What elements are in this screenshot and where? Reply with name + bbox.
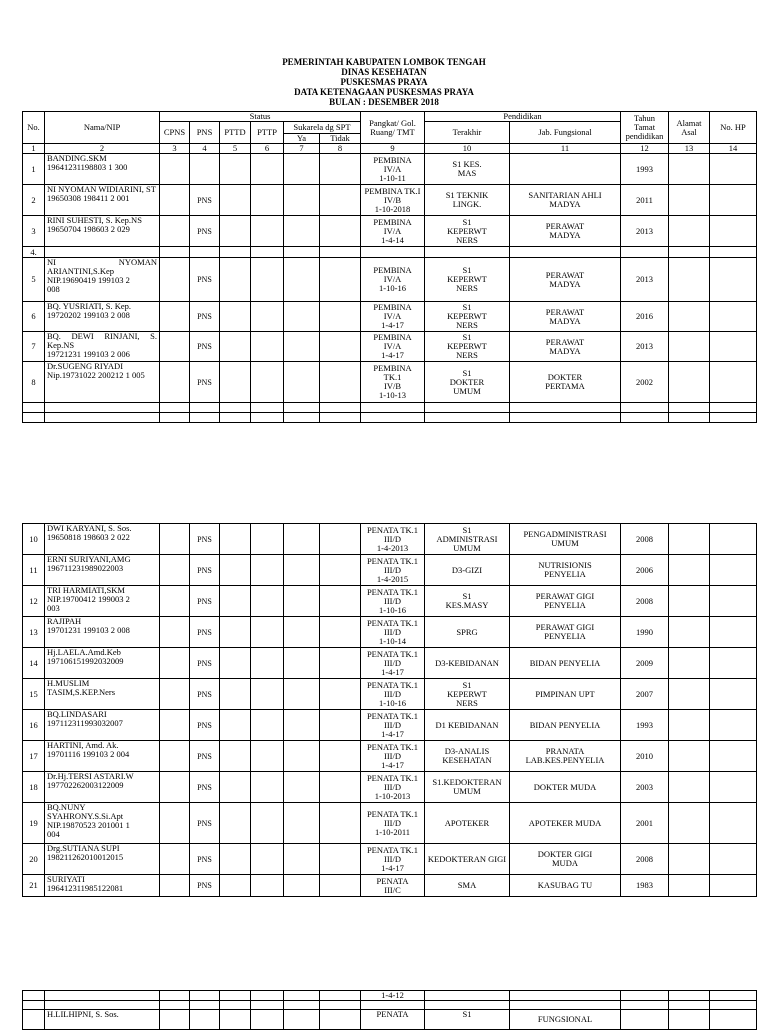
cell-no: 7	[23, 332, 45, 362]
cell-no: 3	[23, 216, 45, 247]
cell-jab	[510, 247, 621, 258]
table-row	[23, 1010, 757, 1030]
cell-pns: PNS	[190, 586, 220, 617]
cell-terakhir: D3-KEBIDANAN	[425, 648, 510, 679]
staff-table-page-2	[22, 523, 757, 897]
cell-tahun: 2009	[621, 648, 669, 679]
cell-pangkat: PENATA TK.1 III/D 1-4-17	[361, 741, 425, 772]
cell-terakhir: S1 KEPERWT NERS	[425, 216, 510, 247]
table-row	[23, 679, 757, 710]
cell-nama: DWI KARYANI, S. Sos. 19650818 198603 2 022	[45, 524, 160, 555]
col-header-no: No.	[23, 112, 45, 144]
table-row	[23, 1001, 757, 1010]
document-header	[0, 57, 768, 107]
cell-tahun: 2016	[621, 302, 669, 332]
cell-pangkat: PENATA TK.1 III/D 1-4-17	[361, 844, 425, 875]
cell-tahun: 2008	[621, 586, 669, 617]
col-header-pendidikan: Pendidikan	[425, 112, 621, 122]
table-row	[23, 362, 757, 403]
cell-terakhir: KEDOKTERAN GIGI	[425, 844, 510, 875]
cell-nama: BQ.LINDASARI 197112311993032007	[45, 710, 160, 741]
col-number: 7	[284, 144, 320, 154]
cell-pangkat: PENATA TK.1 III/D 1-10-16	[361, 679, 425, 710]
col-header-terakhir: Terakhir	[425, 122, 510, 144]
cell-nama: H.MUSLIM TASIM,S.KEP.Ners	[45, 679, 160, 710]
cell-nama: BQ. YUSRIATI, S. Kep. 19720202 199103 2 008	[45, 302, 160, 332]
col-number: 11	[510, 144, 621, 154]
col-number: 3	[160, 144, 190, 154]
col-header-pttd: PTTD	[220, 122, 251, 144]
table-row	[23, 302, 757, 332]
col-header-ya: Ya	[284, 134, 320, 144]
cell-nama: Dr.SUGENG RIYADI Nip.19731022 200212 1 005	[45, 362, 160, 403]
col-number: 14	[710, 144, 757, 154]
col-header-nama: Nama/NIP	[45, 112, 160, 144]
cell-pns: PNS	[190, 844, 220, 875]
cell-jab: DOKTER PERTAMA	[510, 362, 621, 403]
cell-no: 19	[23, 803, 45, 844]
cell-nama: NI NYOMAN ARIANTINI,S.Kep NIP.19690419 199103 2 008	[45, 258, 160, 302]
cell-jab: BIDAN PENYELIA	[510, 648, 621, 679]
cell-pangkat: PENATA III/C	[361, 875, 425, 897]
col-number: 8	[320, 144, 361, 154]
table-row	[23, 413, 757, 423]
cell-tahun: 2002	[621, 362, 669, 403]
table-row	[23, 524, 757, 555]
cell-pns: PNS	[190, 875, 220, 897]
table-row	[23, 154, 757, 185]
cell-tahun: 2013	[621, 332, 669, 362]
table-row	[23, 991, 757, 1001]
cell-nama: BQ.NUNY SYAHRONY.S.Si.Apt NIP.19870523 201001 1 004	[45, 803, 160, 844]
cell-no: 12	[23, 586, 45, 617]
column-number-row	[23, 144, 757, 154]
table-row	[23, 875, 757, 897]
cell-pns	[190, 154, 220, 185]
cell-pns: PNS	[190, 617, 220, 648]
col-header-sukarela: Sukarela dg SPT	[284, 122, 361, 134]
cell-tahun: 2013	[621, 258, 669, 302]
cell-pangkat: PENATA TK.1 III/D 1-10-14	[361, 617, 425, 648]
cell-pangkat	[361, 247, 425, 258]
cell-no: 18	[23, 772, 45, 803]
cell-nama: Dr.Hj.TERSI ASTARI.W 197702262003122009	[45, 772, 160, 803]
col-header-alamat: Alamat Asal	[669, 112, 710, 144]
staff-table-page-3	[22, 990, 757, 1030]
cell-no: 21	[23, 875, 45, 897]
cell-tahun: 1983	[621, 875, 669, 897]
cell-jab: PENGADMINISTRASI UMUM	[510, 524, 621, 555]
cell-no: 13	[23, 617, 45, 648]
cell-tahun: 2003	[621, 772, 669, 803]
col-header-pttp: PTTP	[251, 122, 284, 144]
cell-terakhir: APOTEKER	[425, 803, 510, 844]
cell-nama: ERNI SURIYANI,AMG 196711231989022003	[45, 555, 160, 586]
table-row	[23, 332, 757, 362]
cell-nama: HARTINI, Amd. Ak. 19701116 199103 2 004	[45, 741, 160, 772]
cell-tahun: 2008	[621, 524, 669, 555]
cell-tahun: 2008	[621, 844, 669, 875]
cell-no: 6	[23, 302, 45, 332]
cell-pns	[190, 247, 220, 258]
cell-terakhir: S1 ADMINISTRASI UMUM	[425, 524, 510, 555]
cell-terakhir: S1.KEDOKTERAN UMUM	[425, 772, 510, 803]
col-number: 6	[251, 144, 284, 154]
cell-pangkat: PENATA TK.1 III/D 1-4-2015	[361, 555, 425, 586]
col-number: 9	[361, 144, 425, 154]
cell-pns: PNS	[190, 332, 220, 362]
cell-jab: PERAWAT MADYA	[510, 258, 621, 302]
table-row	[23, 648, 757, 679]
cell-terakhir: S1 KEPERWT NERS	[425, 258, 510, 302]
cell-nama: H.LILHIPNI, S. Sos.	[45, 1010, 160, 1030]
cell-jab: PERAWAT MADYA	[510, 216, 621, 247]
cell-nama: Hj.LAELA.Amd.Keb 197106151992032009	[45, 648, 160, 679]
cell-jab: PERAWAT MADYA	[510, 302, 621, 332]
cell-pns: PNS	[190, 679, 220, 710]
table-row	[23, 710, 757, 741]
cell-nama: BANDING.SKM 19641231198803 1 300	[45, 154, 160, 185]
table-row	[23, 403, 757, 413]
cell-no: 17	[23, 741, 45, 772]
col-number: 10	[425, 144, 510, 154]
cell-jab: NUTRISIONIS PENYELIA	[510, 555, 621, 586]
cell-pns: PNS	[190, 258, 220, 302]
cell-pns: PNS	[190, 803, 220, 844]
staff-table-page-1	[22, 111, 757, 423]
cell-nama: SURIYATI 196412311985122081	[45, 875, 160, 897]
cell-no: 10	[23, 524, 45, 555]
cell-tahun: 2011	[621, 185, 669, 216]
cell-pns: PNS	[190, 772, 220, 803]
cell-pns: PNS	[190, 216, 220, 247]
col-header-status: Status	[160, 112, 361, 122]
cell-no: 15	[23, 679, 45, 710]
cell-pangkat: PENATA TK.1 III/D 1-4-17	[361, 648, 425, 679]
cell-nama: Drg.SUTIANA SUPI 198211262010012015	[45, 844, 160, 875]
cell-terakhir: D3-GIZI	[425, 555, 510, 586]
cell-jab: FUNGSIONAL	[510, 1010, 621, 1030]
cell-tahun: 2001	[621, 803, 669, 844]
table-row	[23, 216, 757, 247]
cell-terakhir	[425, 247, 510, 258]
cell-pangkat: PEMBINA IV/A 1-4-17	[361, 332, 425, 362]
cell-tahun: 2007	[621, 679, 669, 710]
cell-terakhir: S1 KES.MASY	[425, 586, 510, 617]
cell-jab: APOTEKER MUDA	[510, 803, 621, 844]
cell-pns: PNS	[190, 741, 220, 772]
col-header-pns: PNS	[190, 122, 220, 144]
cell-jab: PERAWAT GIGI PENYELIA	[510, 617, 621, 648]
cell-terakhir: SMA	[425, 875, 510, 897]
cell-jab: BIDAN PENYELIA	[510, 710, 621, 741]
table-row	[23, 247, 757, 258]
cell-jab: KASUBAG TU	[510, 875, 621, 897]
table-row	[23, 844, 757, 875]
cell-pangkat: PENATA TK.1 III/D 1-10-2013	[361, 772, 425, 803]
cell-no: 2	[23, 185, 45, 216]
cell-terakhir: D3-ANALIS KESEHATAN	[425, 741, 510, 772]
col-header-hp: No. HP	[710, 112, 757, 144]
table-row	[23, 258, 757, 302]
cell-pangkat: PENATA TK.1 III/D 1-10-16	[361, 586, 425, 617]
cell-no: 4.	[23, 247, 45, 258]
cell-pangkat: PEMBINA IV/A 1-10-16	[361, 258, 425, 302]
cell-pangkat: PEMBINA IV/A 1-4-17	[361, 302, 425, 332]
col-number: 5	[220, 144, 251, 154]
cell-nama	[45, 247, 160, 258]
cell-pns: PNS	[190, 524, 220, 555]
col-header-tidak: Tidak	[320, 134, 361, 144]
cell-nama: RINI SUHESTI, S. Kep.NS 19650704 198603 2 029	[45, 216, 160, 247]
cell-pangkat: PEMBINA TK.1 IV/B 1-10-13	[361, 362, 425, 403]
header-line-4: DATA KETENAGAAN PUSKESMAS PRAYA	[294, 87, 474, 97]
cell-pns: PNS	[190, 555, 220, 586]
col-header-jab: Jab. Fungsional	[510, 122, 621, 144]
col-number: 13	[669, 144, 710, 154]
cell-pangkat: PEMBINA IV/A 1-4-14	[361, 216, 425, 247]
cell-pangkat: PENATA TK.1 III/D 1-4-2013	[361, 524, 425, 555]
cell-no: 1	[23, 154, 45, 185]
cell-tahun: 2010	[621, 741, 669, 772]
cell-terakhir: S1 DOKTER UMUM	[425, 362, 510, 403]
cell-tahun: 2013	[621, 216, 669, 247]
cell-pns: PNS	[190, 185, 220, 216]
col-header-pangkat: Pangkat/ Gol. Ruang/ TMT	[361, 112, 425, 144]
cell-pangkat: PENATA	[361, 1010, 425, 1030]
cell-jab: PERAWAT GIGI PENYELIA	[510, 586, 621, 617]
col-header-tahun: Tahun Tamat pendidikan	[621, 112, 669, 144]
col-number: 12	[621, 144, 669, 154]
table-row	[23, 555, 757, 586]
cell-tahun: 1993	[621, 154, 669, 185]
cell-pns: PNS	[190, 302, 220, 332]
table-row	[23, 586, 757, 617]
header-line-5: BULAN : DESEMBER 2018	[329, 97, 439, 107]
cell-jab: PERAWAT MADYA	[510, 332, 621, 362]
cell-pangkat: 1-4-12	[361, 991, 425, 1001]
cell-no: 16	[23, 710, 45, 741]
cell-nama: TRI HARMIATI,SKM NIP.19700412 199003 2 003	[45, 586, 160, 617]
cell-tahun	[621, 247, 669, 258]
cell-tahun: 1990	[621, 617, 669, 648]
cell-terakhir: S1 KES. MAS	[425, 154, 510, 185]
table-row	[23, 803, 757, 844]
table-row	[23, 772, 757, 803]
cell-no: 8	[23, 362, 45, 403]
cell-terakhir: S1 KEPERWT NERS	[425, 679, 510, 710]
header-line-1: PEMERINTAH KABUPATEN LOMBOK TENGAH	[282, 57, 486, 67]
cell-pangkat: PENATA TK.1 III/D 1-10-2011	[361, 803, 425, 844]
cell-tahun: 1993	[621, 710, 669, 741]
header-line-3: PUSKESMAS PRAYA	[340, 77, 428, 87]
cell-no: 11	[23, 555, 45, 586]
cell-pangkat: PEMBINA TK.I IV/B 1-10-2018	[361, 185, 425, 216]
cell-jab: DOKTER MUDA	[510, 772, 621, 803]
cell-no: 20	[23, 844, 45, 875]
col-number: 4	[190, 144, 220, 154]
cell-terakhir: D1 KEBIDANAN	[425, 710, 510, 741]
cell-terakhir: S1 KEPERWT NERS	[425, 302, 510, 332]
col-number: 2	[45, 144, 160, 154]
table-row	[23, 741, 757, 772]
cell-no: 5	[23, 258, 45, 302]
col-header-cpns: CPNS	[160, 122, 190, 144]
header-line-2: DINAS KESEHATAN	[341, 67, 427, 77]
cell-pns: PNS	[190, 710, 220, 741]
cell-no: 14	[23, 648, 45, 679]
cell-terakhir: SPRG	[425, 617, 510, 648]
cell-terakhir: S1 KEPERWT NERS	[425, 332, 510, 362]
cell-nama: RAJIPAH 19701231 199103 2 008	[45, 617, 160, 648]
cell-nama: NI NYOMAN WIDIARINI, ST 19650308 198411 2 001	[45, 185, 160, 216]
cell-jab: PRANATA LAB.KES.PENYELIA	[510, 741, 621, 772]
cell-nama: BQ. DEWI RINJANI, S. Kep.NS 19721231 199103 2 006	[45, 332, 160, 362]
cell-terakhir: S1	[425, 1010, 510, 1030]
cell-jab: SANITARIAN AHLI MADYA	[510, 185, 621, 216]
cell-jab	[510, 154, 621, 185]
cell-pns: PNS	[190, 362, 220, 403]
cell-terakhir: S1 TEKNIK LINGK.	[425, 185, 510, 216]
cell-jab: PIMPINAN UPT	[510, 679, 621, 710]
col-number: 1	[23, 144, 45, 154]
cell-pns: PNS	[190, 648, 220, 679]
cell-pangkat: PENATA TK.1 III/D 1-4-17	[361, 710, 425, 741]
cell-jab: DOKTER GIGI MUDA	[510, 844, 621, 875]
table-row	[23, 617, 757, 648]
cell-tahun: 2006	[621, 555, 669, 586]
table-row	[23, 185, 757, 216]
cell-pangkat: PEMBINA IV/A 1-10-11	[361, 154, 425, 185]
